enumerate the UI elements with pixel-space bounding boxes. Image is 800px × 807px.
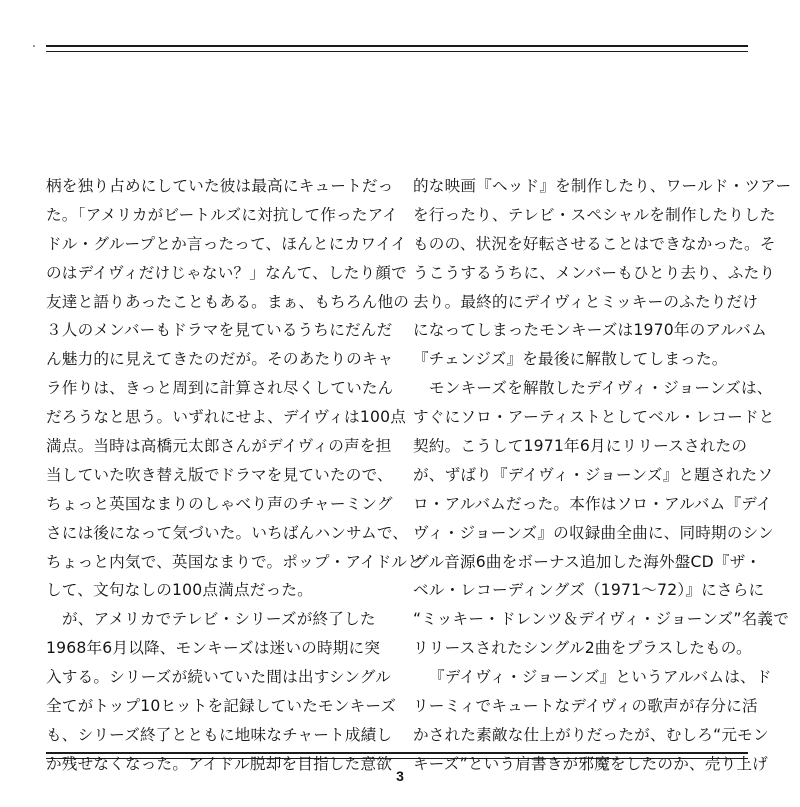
paragraph-start-line: 『デイヴィ・ジョーンズ』というアルバムは、ド [429,668,772,687]
text-line: “ミッキー・ドレンツ＆デイヴィ・ジョーンズ”名義で [413,610,789,629]
text-line: 満点。当時は高橋元太郎さんがデイヴィの声を担 [46,437,392,456]
text-line: になってしまったモンキーズは1970年のアルバム [413,321,767,340]
text-line: 柄を独り占めにしていた彼は最高にキュートだっ [46,177,394,195]
text-line: すぐにソロ・アーティストとしてベル・レコードと [413,408,775,427]
scan-speck [33,45,35,47]
text-line: ベル・レコーディングズ（1971〜72）』にさらに [413,581,765,600]
text-line: 的な映画『ヘッド』を制作したり、ワールド・ツアー [413,177,792,195]
page-number: 3 [396,768,404,784]
text-line: ３人のメンバーもドラマを見ているうちにだんだ [46,321,393,340]
paragraph-start-line: モンキーズを解散したデイヴィ・ジョーンズは、 [429,379,773,398]
text-line: か残せなくなった。アイドル脱却を目指した意欲 [46,754,393,773]
bottom-rule-thin [46,758,748,759]
text-line: が、ずばり『デイヴィ・ジョーンズ』と題されたソ [413,465,774,484]
paragraph-start-line: が、アメリカでテレビ・シリーズが終了した [62,610,376,629]
text-line: ラ作りは、きっと周到に計算され尽くしていたん [46,379,394,398]
text-line: ん魅力的に見えてきたのだが。そのあたりのキャ [46,350,394,369]
text-line: 『チェンジズ』を最後に解散してしまった。 [413,350,728,369]
text-line: かされた素敵な仕上がりだったが、むしろ“元モン [413,725,769,744]
text-line: ちょっと英国なまりのしゃべり声のチャーミング [46,494,393,513]
text-line: して、文句なしの100点満点だった。 [46,581,313,600]
text-line: ヴィ・ジョーンズ』の収録曲全曲に、同時期のシン [413,523,774,542]
bottom-rule-thick [46,752,748,754]
top-rule-thin [46,51,748,52]
text-line: ものの、状況を好転させることはできなかった。そ [413,234,776,253]
left-text-column [46,172,424,779]
text-line: た。「アメリカがビートルズに対抗して作ったアイ [46,205,398,224]
text-line: 1968年6月以降、モンキーズは迷いの時期に突 [46,639,381,658]
text-line: キーズ”という肩書きが邪魔をしたのか、売り上げ [413,754,768,773]
text-line: も、シリーズ終了とともに地味なチャート成績し [46,725,393,744]
text-line: うこうするうちに、メンバーもひとり去り、ふたり [413,263,776,282]
text-line: 全てがトップ10ヒットを記録していたモンキーズ [46,697,397,716]
text-line: ちょっと内気で、英国なまりで。ポップ・アイドルと [46,552,424,571]
text-line: ドル・グループとか言ったって、ほんとにカワイイ [46,234,407,253]
top-rule-thick [46,45,748,47]
text-line: さには後になって気づいた。いちばんハンサムで、 [46,523,409,542]
text-line: 契約。こうして1971年6月にリリースされたの [413,437,748,456]
text-line: グル音源6曲をボーナス追加した海外盤CD『ザ・ [413,552,762,571]
right-text-column [413,172,792,779]
text-line: のはデイヴィだけじゃない？」なんて、したり顔で [46,263,407,282]
text-line: だろうなと思う。いずれにせよ、デイヴィは100点 [46,408,407,427]
text-line: ロ・アルバムだった。本作はソロ・アルバム『デイ [413,494,772,513]
text-line: 去り。最終的にデイヴィとミッキーのふたりだけ [413,292,759,311]
text-line: リリースされたシングル2曲をプラスしたもの。 [413,639,752,658]
text-line: 友達と語りあったこともある。まぁ、もちろん他の [46,292,410,311]
text-line: リーミィでキュートなデイヴィの歌声が存分に活 [413,697,758,716]
text-line: 当していた吹き替え版でドラマを見ていたので、 [46,465,393,484]
text-line: 入する。シリーズが続いていた間は出すシングル [46,668,391,687]
text-line: を行ったり、テレビ・スペシャルを制作したりした [413,205,776,224]
